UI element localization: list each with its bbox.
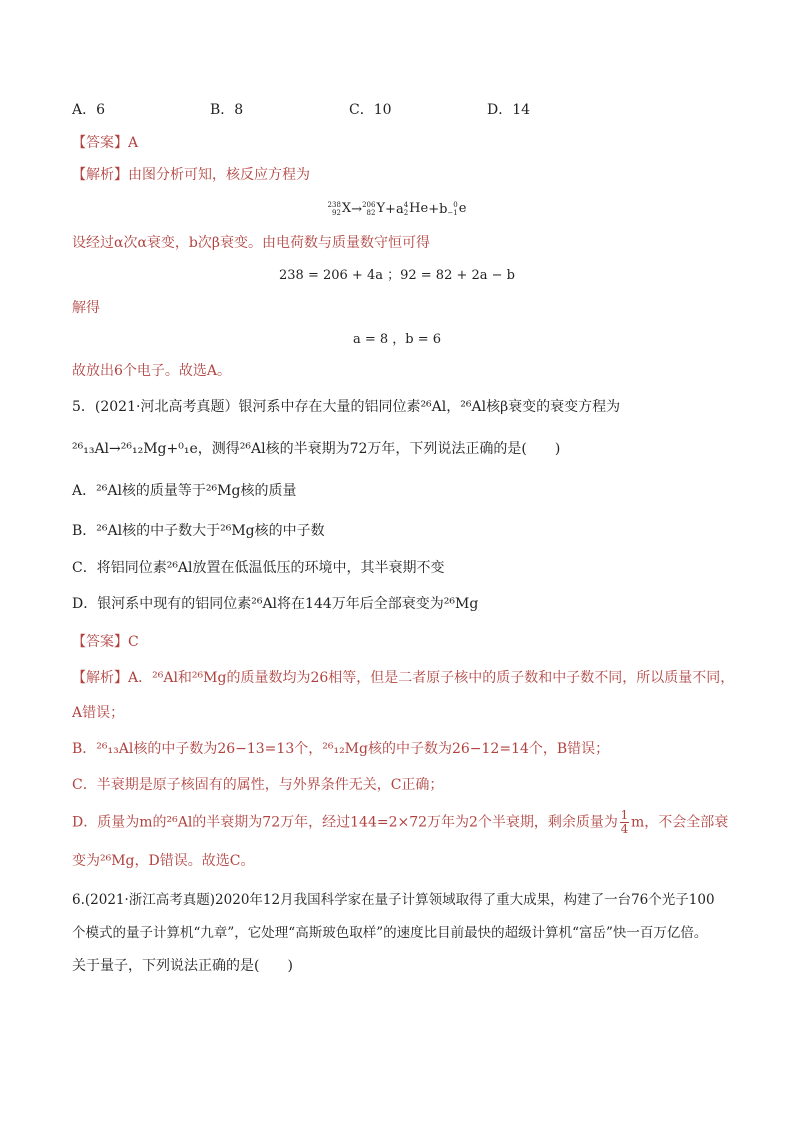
q4-decay-line: 设经过α次α衰变，b次β衰变。由电荷数与质量数守恒可得 (72, 235, 430, 251)
q5-analysis-a2: A错误； (72, 705, 125, 721)
nuclide-y: 206 82 Y (362, 201, 386, 217)
fraction-one-quarter: $\frac{1}{4}$ (620, 808, 629, 836)
q5-option-c: C．将铝同位素²⁶Al放置在低温低压的环境中，其半衰期不变 (72, 560, 445, 576)
q5-analysis-b: B．²⁶₁₃Al核的中子数为26−13=13个，²⁶₁₂Mg核的中子数为26−12=14个，B错误； (72, 741, 610, 757)
q4-conservation-equations: 238 = 206 + 4a ；92 = 82 + 2a − b (279, 268, 515, 283)
analysis-label: 【解析】 (72, 167, 128, 183)
q4-option-d: D．14 (487, 102, 531, 118)
q5-stem-line2: ²⁶₁₃Al→²⁶₁₂Mg+⁰₁e，测得²⁶Al核的半衰期为72万年，下列说法正确的是( ) (72, 441, 561, 457)
q5-answer: 【答案】C (72, 634, 139, 650)
q4-result: a = 8 ，b = 6 (352, 332, 442, 347)
q5-option-b: B．²⁶Al核的中子数大于²⁶Mg核的中子数 (72, 523, 325, 539)
q4-analysis (72, 165, 310, 185)
q6-line2: 个模式的量子计算机“九章”，它处理“高斯玻色取样”的速度比目前最快的超级计算机“富岳”快一百万亿倍。 (72, 925, 708, 941)
q6-line1: 6.(2021·浙江高考真题)2020年12月我国科学家在量子计算领域取得了重大成果，构建了一台76个光子100 (72, 892, 715, 908)
analysis-intro: 由图分析可知，核反应方程为 (128, 167, 310, 183)
q5-analysis-d2: 变为²⁶Mg，D错误。故选C。 (72, 853, 255, 869)
nuclide-he: 4 2 He (403, 201, 429, 217)
reaction-arrow: → (351, 201, 363, 217)
q5-stem-line1: 5．(2021·河北高考真题）银河系中存在大量的铝同位素²⁶Al，²⁶Al核β衰变的衰变方程为 (72, 399, 621, 415)
q4-option-a: A．6 (72, 102, 106, 118)
q5-analysis-a1: 【解析】A．²⁶Al和²⁶Mg的质量数均为26相等，但是二者原子核中的质子数和中子数不同，所以质量不同， (72, 670, 735, 686)
nuclide-x: 238 92 X (327, 201, 352, 217)
q6-line3: 关于量子，下列说法正确的是( ) (72, 958, 293, 974)
q4-equation: 238 92 X→ 206 82 Y+a 4 2 He+b 0 −1 e (0, 199, 794, 220)
q5-analysis-d1: D．质量为m的²⁶Al的半衰期为72万年，经过144=2×72万年为2个半衰期，剩余质量为 $\frac{1}{4}$ m，不会全部衰 (72, 808, 729, 836)
q5-option-d: D．银河系中现有的铝同位素²⁶Al将在144万年后全部衰变为²⁶Mg (72, 596, 479, 612)
q4-option-c: C．10 (349, 102, 392, 118)
q5-analysis-c: C．半衰期是原子核固有的属性，与外界条件无关，C正确； (72, 777, 444, 793)
q5-option-a: A．²⁶Al核的质量等于²⁶Mg核的质量 (72, 483, 297, 499)
q4-solve-label: 解得 (72, 300, 100, 316)
q4-conclusion: 故放出6个电子。故选A。 (72, 363, 232, 379)
q4-answer: 【答案】A (72, 135, 139, 151)
nuclide-e: 0 −1 e (447, 201, 467, 217)
q4-option-b: B．8 (210, 102, 244, 118)
analysis-label: 【解析】 (72, 670, 128, 686)
